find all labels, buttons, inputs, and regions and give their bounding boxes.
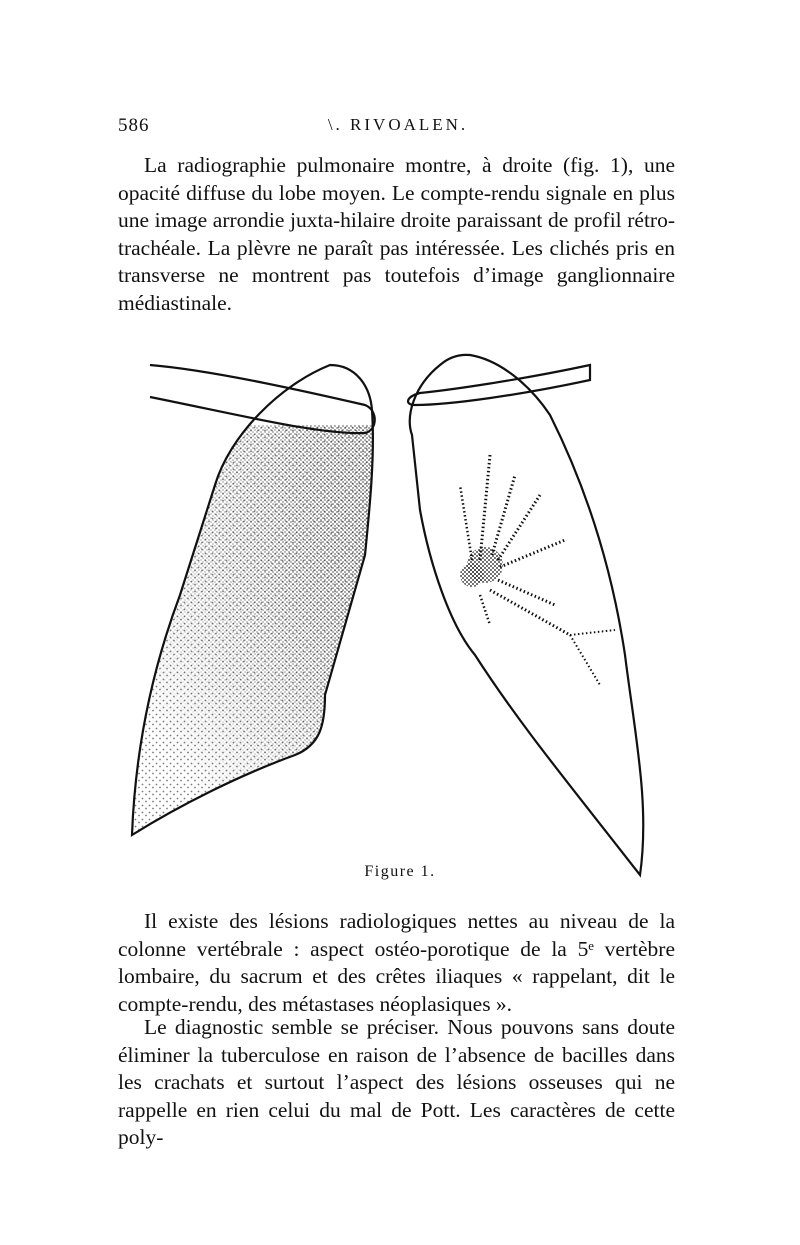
paragraph-text: Il existe des lésions radiologiques nettes au niveau de la colonne vertébrale : aspect ostéo-porotique de la 5ᵉ vertèbre lombaire, du sacrum et des crêtes iliaques « rappelant, dit le compte-rendu, des métastases néoplasiques ». (118, 909, 675, 1016)
opacity-stipple (120, 425, 390, 845)
paragraph-text: La radiographie pulmonaire montre, à droite (fig. 1), une opacité diffuse du lobe moyen. Le compte-rendu signale en plus une image arrondie juxta-hilaire droite paraissant de profil rétro-trachéale. La plèvre ne paraît pas intéressée. Les clichés pris en transverse ne montrent pas toutefois d’image ganglionnaire médiastinale. (118, 153, 675, 315)
page-number: 586 (118, 115, 150, 136)
lung-drawing (120, 335, 665, 885)
right-clavicle (150, 365, 375, 433)
paragraph-lesions (118, 908, 675, 1018)
page-header (118, 115, 678, 143)
running-head: \. RIVOALEN. (327, 115, 469, 134)
left-lung (408, 355, 643, 875)
paragraph-radiographie (118, 152, 675, 317)
paragraph-diagnostic (118, 1014, 675, 1152)
hilar-shadow (460, 455, 615, 685)
left-clavicle (408, 365, 590, 405)
right-lung (120, 365, 390, 845)
figure-caption: Figure 1. (364, 863, 436, 880)
lung-figure (120, 335, 665, 885)
paragraph-text: Le diagnostic semble se préciser. Nous pouvons sans doute éliminer la tuberculose en raison de l’absence de bacilles dans les crachats et surtout l’aspect des lésions osseuses qui ne rappelle en rien celui du mal de Pott. Les caractères de cette poly- (118, 1015, 675, 1149)
